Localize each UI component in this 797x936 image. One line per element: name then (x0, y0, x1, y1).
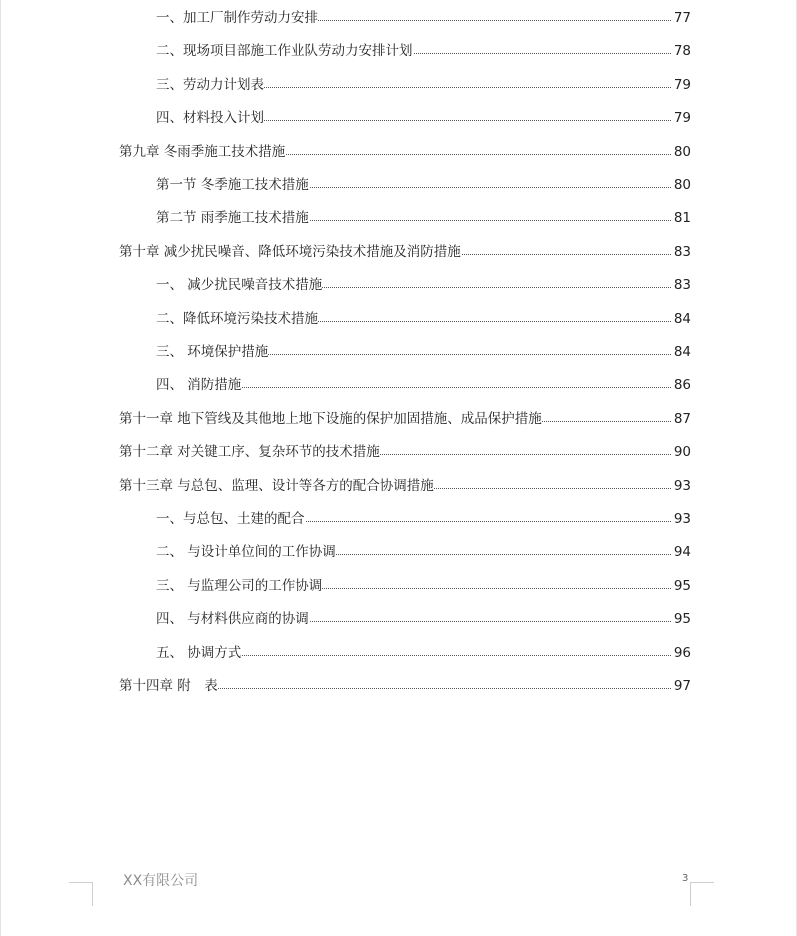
toc-entry-title: 第九章 冬雨季施工技术措施 (119, 143, 286, 160)
toc-entry-page: 83 (673, 243, 691, 260)
toc-entry-page: 95 (673, 577, 691, 594)
toc-entry-page: 87 (673, 410, 691, 427)
toc-entry[interactable] (1, 509, 797, 529)
toc-entry[interactable] (1, 476, 797, 496)
toc-entry-title: 三、 环境保护措施 (156, 344, 269, 360)
toc-entry[interactable] (1, 108, 797, 128)
toc-entry-title: 三、劳动力计划表 (156, 76, 264, 93)
toc-entry-page: 93 (673, 477, 691, 494)
toc-entry-title: 第十三章 与总包、监理、设计等各方的配合协调措施 (119, 477, 434, 494)
toc-entry[interactable] (1, 409, 797, 429)
toc-entry[interactable] (1, 609, 797, 629)
toc-entry-page: 78 (673, 43, 691, 60)
toc-entry-title: 一、 减少扰民噪音技术措施 (156, 277, 323, 294)
toc-entry-title: 二、现场项目部施工作业队劳动力安排计划 (156, 43, 413, 60)
toc-entry-page: 80 (673, 177, 691, 193)
toc-entry-title: 二、 与设计单位间的工作协调 (156, 544, 336, 561)
toc-entry[interactable] (1, 342, 797, 362)
toc-entry[interactable] (1, 442, 797, 462)
toc-entry-page: 84 (673, 344, 691, 360)
toc-entry-title: 一、加工厂制作劳动力安排 (156, 10, 318, 26)
toc-entry-page: 95 (673, 611, 691, 628)
toc-entry[interactable] (1, 643, 797, 663)
toc-entry[interactable] (1, 576, 797, 596)
toc-entry[interactable] (1, 309, 797, 329)
toc-entry-page: 81 (673, 210, 691, 227)
toc-entry[interactable] (1, 175, 797, 195)
toc-entry-title: 二、降低环境污染技术措施 (156, 310, 318, 327)
toc-entry-title: 第十四章 附 表 (119, 678, 218, 694)
toc-entry-title: 五、 协调方式 (156, 644, 242, 661)
toc-entry-title: 四、 消防措施 (156, 377, 242, 394)
toc-entry-title: 一、与总包、土建的配合 (156, 511, 305, 527)
crop-mark-right-vertical (690, 882, 691, 906)
footer-page-number: 3 (682, 873, 689, 884)
crop-mark-left (69, 882, 92, 883)
toc-entry-page: 77 (673, 10, 691, 26)
toc-entry-page: 93 (673, 511, 691, 527)
toc-entry[interactable] (1, 275, 797, 295)
toc-entry[interactable] (1, 676, 797, 696)
toc-entry[interactable] (1, 542, 797, 562)
toc-entry-page: 83 (673, 277, 691, 294)
toc-entry[interactable] (1, 8, 797, 28)
toc-entry[interactable] (1, 375, 797, 395)
toc-entry-title: 第十二章 对关键工序、复杂环节的技术措施 (119, 444, 380, 461)
toc-entry-title: 第一节 冬季施工技术措施 (156, 177, 309, 193)
footer-company: XX有限公司 (123, 873, 199, 889)
toc-entry-page: 90 (673, 444, 691, 461)
crop-mark-left-vertical (92, 882, 93, 906)
toc-entry[interactable] (1, 75, 797, 95)
toc-entry-page: 97 (673, 678, 691, 694)
toc-entry[interactable] (1, 41, 797, 61)
crop-mark-right (690, 882, 714, 883)
toc-entry-page: 80 (673, 143, 691, 160)
toc-entry-title: 第二节 雨季施工技术措施 (156, 210, 309, 227)
toc-entry-title: 三、 与监理公司的工作协调 (156, 577, 323, 594)
toc-entry-page: 86 (673, 377, 691, 394)
toc-entry[interactable] (1, 208, 797, 228)
toc-entry-page: 94 (673, 544, 691, 561)
toc-entry-title: 第十一章 地下管线及其他地上地下设施的保护加固措施、成品保护措施 (119, 410, 542, 427)
toc-entry-title: 四、 与材料供应商的协调 (156, 611, 309, 628)
toc-entry-title: 四、材料投入计划 (156, 110, 264, 127)
toc-entry-page: 79 (673, 110, 691, 127)
toc-entry-page: 96 (673, 644, 691, 661)
toc-entry[interactable] (1, 242, 797, 262)
toc-entry-page: 79 (673, 76, 691, 93)
toc-entry[interactable] (1, 142, 797, 162)
toc-entry-title: 第十章 减少扰民噪音、降低环境污染技术措施及消防措施 (119, 243, 461, 260)
toc-entry-page: 84 (673, 310, 691, 327)
